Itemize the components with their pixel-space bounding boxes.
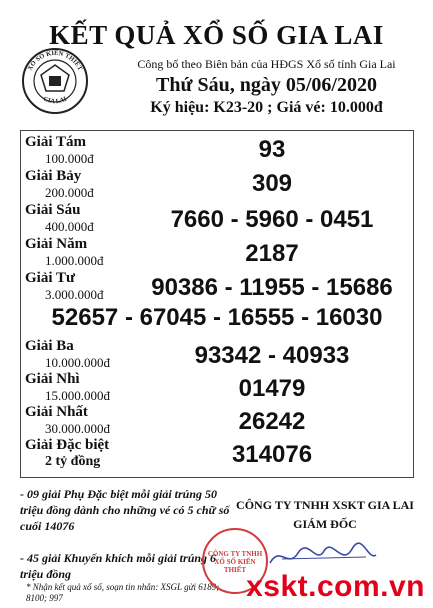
prize-name: Giải Bảy: [25, 168, 82, 184]
winning-number: 7660 - 5960 - 0451: [170, 206, 374, 233]
winning-number: 01479: [238, 375, 306, 402]
prize-value: 100.000đ: [45, 151, 94, 166]
subtitle: Công bố theo Biên bản của HĐGS Xổ số tỉnh Gia Lai: [137, 57, 396, 71]
winning-number: 93: [258, 136, 286, 163]
prize-value: 15.000.000đ: [45, 388, 110, 403]
prize-name: Giải Đặc biệt: [25, 437, 110, 453]
note-special-consolation: - 09 giải Phụ Đặc biệt mỗi giải trúng 50 triệu đồng dành cho những vé có 5 chữ số cuối 14076: [20, 487, 230, 533]
prize-name: Giải Ba: [25, 338, 74, 354]
prize-name: Giải Nhất: [25, 404, 88, 420]
logo-text-bottom: GIA LAI: [42, 95, 68, 106]
svg-text:XỔ SỐ KIẾN THIẾT: [27, 49, 84, 72]
winning-number: 26242: [238, 408, 306, 435]
site-watermark: xskt.com.vn: [246, 570, 425, 603]
results-table: [20, 130, 414, 478]
page-title: KẾT QUẢ XỔ SỐ GIA LAI: [49, 20, 384, 50]
svg-text:GIA LAI: [42, 95, 68, 105]
logo-text-top: XỔ SỐ KIẾN THIẾT: [26, 49, 84, 72]
director-title: GIÁM ĐỐC: [293, 517, 357, 531]
winning-number: 90386 - 11955 - 15686: [151, 274, 393, 301]
stamp-text: CÔNG TY TNHH XỔ SỐ KIẾN THIẾT: [207, 550, 263, 574]
prize-value: 10.000.000đ: [45, 355, 110, 370]
prize-value: 200.000đ: [45, 185, 94, 200]
winning-number: 93342 - 40933: [194, 342, 350, 369]
note-sms: * Nhận kết quả xổ số, soạn tin nhắn: XSGL gửi 6189; 8100; 997: [26, 582, 220, 603]
prize-value: 400.000đ: [45, 219, 94, 234]
prize-name: Giải Sáu: [25, 202, 81, 218]
ticket-info: Ký hiệu: K23-20 ; Giá vé: 10.000đ: [150, 99, 383, 116]
lottery-logo: [20, 46, 90, 116]
prize-name: Giải Tư: [25, 270, 75, 286]
winning-number: 2187: [245, 240, 299, 267]
lottery-result-sheet: [14, 8, 419, 603]
winning-number: 309: [251, 170, 293, 197]
prize-value: 3.000.000đ: [45, 287, 104, 302]
note-encouragement: - 45 giải Khuyến khích mỗi giải trúng 6 triệu đồng: [20, 551, 217, 581]
prize-value: 2 tỷ đồng: [45, 454, 101, 469]
prize-name: Giải Tám: [25, 134, 86, 150]
prize-name: Giải Nhì: [25, 371, 80, 387]
draw-date: Thứ Sáu, ngày 05/06/2020: [156, 74, 377, 96]
winning-number: 52657 - 67045 - 16555 - 16030: [51, 304, 383, 331]
company-name: CÔNG TY TNHH XSKT GIA LAI: [236, 498, 414, 512]
prize-value: 1.000.000đ: [45, 253, 104, 268]
prize-value: 30.000.000đ: [45, 421, 110, 436]
prize-name: Giải Năm: [25, 236, 88, 252]
winning-number: 314076: [231, 441, 313, 468]
signature: [268, 541, 378, 571]
